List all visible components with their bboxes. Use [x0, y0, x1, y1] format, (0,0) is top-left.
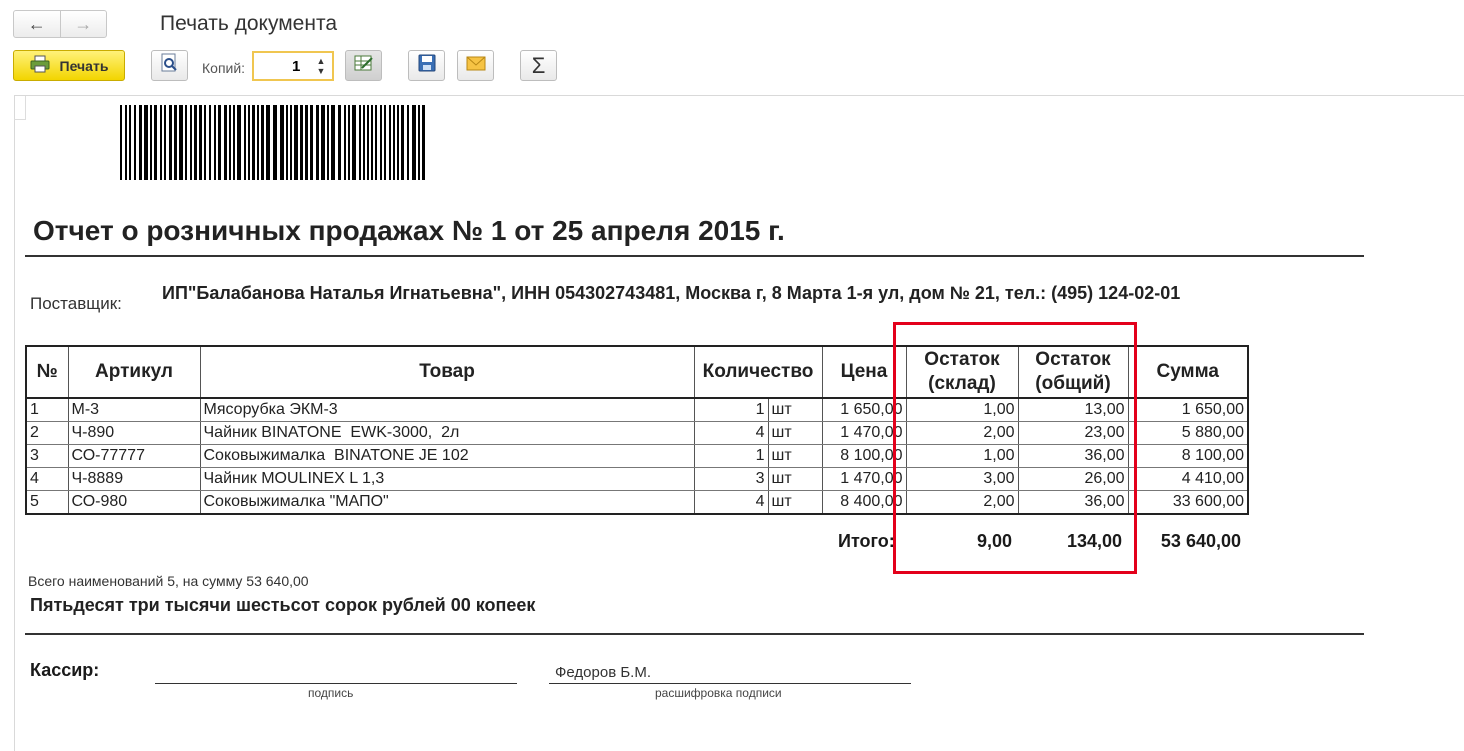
- total-sum: 53 640,00: [1160, 531, 1241, 551]
- barcode-image: [120, 105, 430, 180]
- cell-unit: шт: [768, 491, 822, 515]
- save-button[interactable]: [408, 50, 445, 81]
- cell-qty: 1: [694, 445, 768, 468]
- cell-stock-warehouse: 3,00: [906, 468, 1018, 491]
- floppy-disk-icon: [418, 54, 436, 77]
- edit-mode-button[interactable]: [345, 50, 382, 81]
- cell-stock-total: 36,00: [1018, 491, 1128, 515]
- cell-article: Ч-890: [68, 422, 200, 445]
- cell-sum: 4 410,00: [1128, 468, 1248, 491]
- cell-price: 1 470,00: [822, 422, 906, 445]
- sigma-icon: Σ: [531, 52, 546, 78]
- back-arrow-icon[interactable]: ←: [27, 13, 46, 34]
- col-sum: Сумма: [1128, 346, 1248, 398]
- document-title: Отчет о розничных продажах № 1 от 25 апреля 2015 г.: [33, 215, 785, 246]
- navigation-buttons: [13, 10, 107, 38]
- cell-price: 1 650,00: [822, 398, 906, 422]
- preview-button[interactable]: [151, 50, 188, 81]
- name-caption: расшифровка подписи: [655, 686, 782, 700]
- cell-product: Мясорубка ЭКМ-3: [200, 398, 694, 422]
- envelope-icon: [466, 56, 486, 76]
- supplier-label: Поставщик:: [30, 294, 122, 313]
- cell-num: 4: [26, 468, 68, 491]
- copies-stepper[interactable]: [252, 51, 334, 81]
- amount-in-words: Пятьдесят три тысячи шестьсот сорок рублей 00 копеек: [30, 595, 536, 615]
- cell-sum: 33 600,00: [1128, 491, 1248, 515]
- printer-icon: [30, 55, 50, 76]
- supplier-details: ИП"Балабанова Наталья Игнатьевна", ИНН 054302743481, Москва г, 8 Марта 1-я ул, дом № 21, тел.: (495) 124-02-01: [162, 283, 1181, 303]
- signature-line: [155, 683, 517, 684]
- cell-qty: 1: [694, 398, 768, 422]
- cell-article: СО-77777: [68, 445, 200, 468]
- cell-product: Соковыжималка BINATONE JE 102: [200, 445, 694, 468]
- cell-product: Соковыжималка "МАПО": [200, 491, 694, 515]
- print-button-label: Печать: [59, 57, 109, 74]
- col-qty: Количество: [694, 346, 822, 398]
- col-stock-warehouse: Остаток (склад): [906, 346, 1018, 398]
- col-article: Артикул: [68, 346, 200, 398]
- name-line: [549, 683, 911, 684]
- window-title: Печать документа: [160, 12, 338, 35]
- footer-divider: [25, 633, 1364, 635]
- cell-unit: шт: [768, 398, 822, 422]
- cell-price: 8 400,00: [822, 491, 906, 515]
- cell-qty: 4: [694, 491, 768, 515]
- highlight-box: [893, 322, 1137, 574]
- cell-product: Чайник MOULINEX L 1,3: [200, 468, 694, 491]
- col-price: Цена: [822, 346, 906, 398]
- cell-article: Ч-8889: [68, 468, 200, 491]
- cashier-label: Кассир:: [30, 660, 100, 680]
- cell-sum: 5 880,00: [1128, 422, 1248, 445]
- cell-article: СО-980: [68, 491, 200, 515]
- page-corner-marker: [14, 96, 26, 120]
- total-stock-warehouse: 9,00: [976, 531, 1012, 551]
- magnifier-icon: [161, 53, 179, 78]
- cell-stock-total: 23,00: [1018, 422, 1128, 445]
- copies-label: Копий:: [202, 60, 246, 76]
- cell-num: 5: [26, 491, 68, 515]
- cell-unit: шт: [768, 468, 822, 491]
- table-edit-icon: [354, 54, 374, 77]
- cell-sum: 1 650,00: [1128, 398, 1248, 422]
- title-divider: [25, 255, 1364, 257]
- cell-stock-warehouse: 1,00: [906, 445, 1018, 468]
- cell-qty: 3: [694, 468, 768, 491]
- cell-product: Чайник BINATONE EWK-3000, 2л: [200, 422, 694, 445]
- cashier-name: Федоров Б.М.: [555, 664, 652, 681]
- cell-unit: шт: [768, 445, 822, 468]
- cell-qty: 4: [694, 422, 768, 445]
- cell-article: М-3: [68, 398, 200, 422]
- total-stock-total: 134,00: [1066, 531, 1122, 551]
- cell-stock-total: 36,00: [1018, 445, 1128, 468]
- cell-stock-warehouse: 2,00: [906, 491, 1018, 515]
- cell-num: 3: [26, 445, 68, 468]
- col-num: №: [26, 346, 68, 398]
- cell-stock-warehouse: 1,00: [906, 398, 1018, 422]
- cell-stock-total: 26,00: [1018, 468, 1128, 491]
- col-product: Товар: [200, 346, 694, 398]
- totals-label: Итого:: [838, 531, 895, 551]
- sum-button[interactable]: [520, 50, 557, 81]
- cell-price: 1 470,00: [822, 468, 906, 491]
- cell-sum: 8 100,00: [1128, 445, 1248, 468]
- cell-num: 1: [26, 398, 68, 422]
- col-stock-total: Остаток (общий): [1018, 346, 1128, 398]
- cell-num: 2: [26, 422, 68, 445]
- cell-price: 8 100,00: [822, 445, 906, 468]
- cell-unit: шт: [768, 422, 822, 445]
- cell-stock-warehouse: 2,00: [906, 422, 1018, 445]
- copies-value[interactable]: 1: [292, 58, 301, 75]
- forward-arrow-icon[interactable]: →: [60, 11, 107, 37]
- print-button[interactable]: [13, 50, 125, 81]
- email-button[interactable]: [457, 50, 494, 81]
- spin-arrows-icon[interactable]: ▲ ▼: [316, 56, 326, 76]
- signature-caption: подпись: [308, 686, 354, 700]
- cell-stock-total: 13,00: [1018, 398, 1128, 422]
- summary-line: Всего наименований 5, на сумму 53 640,00: [28, 573, 309, 589]
